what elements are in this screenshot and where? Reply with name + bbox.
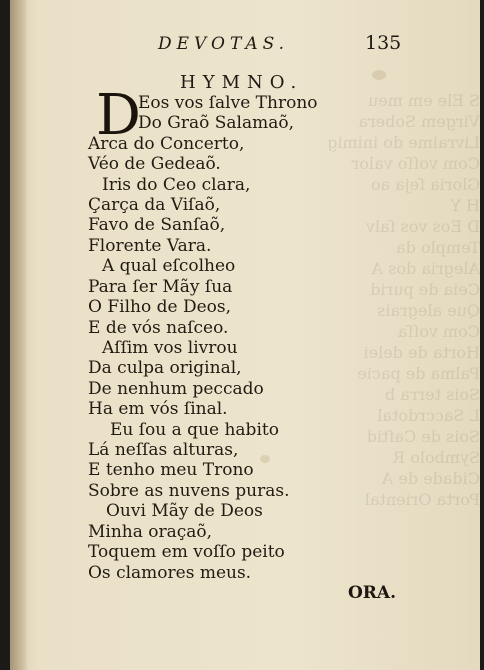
page-number: 135	[365, 32, 402, 54]
verse-line: Çarça da Viſaõ,	[88, 195, 221, 215]
verse-line: Da culpa original,	[88, 358, 242, 378]
verse-line: Ouvi Mãy de Deos	[106, 501, 263, 521]
verse-line: Favo de Sanſaõ,	[88, 215, 226, 235]
hymn-title: HYMNO.	[180, 72, 304, 93]
show-through-text: S Ele em meu Virgem Sobera Livraime do inimig Com voſſo valor Gloria ſeja ao H Y D Eos vos ſalv Templo da Alegria dos A Ceia de purid Que alegrais Com voſſa Horta de delei Palma de pacie Sois terra b L Saccrdotal Sois de Caſtid Symbolo R Cidade de A Porta Oriental	[327, 91, 480, 509]
verse-line: Eu ſou a que habito	[110, 420, 279, 440]
verse-line: Toquem em voſſo peito	[88, 542, 285, 562]
verse-line: Iris do Ceo clara,	[102, 175, 251, 195]
book-page	[10, 0, 480, 670]
verse-line: Minha oraçaõ,	[88, 522, 213, 542]
verse-line: Florente Vara.	[88, 236, 212, 256]
verse-line: E de vós naſceo.	[88, 318, 229, 338]
verse-line: Sobre as nuvens puras.	[88, 481, 290, 501]
paper-stain	[260, 455, 270, 463]
verse-line: O Filho de Deos,	[88, 297, 231, 317]
paper-stain	[372, 70, 386, 80]
verse-line: Eos vos ſalve Throno	[138, 93, 318, 113]
verse-line: Ha em vós ſinal.	[88, 399, 228, 419]
verse-line: Aſſim vos livrou	[102, 338, 238, 358]
running-head: DEVOTAS.	[158, 34, 290, 54]
verse-line: Arca do Concerto,	[88, 134, 245, 154]
verse-line: E tenho meu Trono	[88, 460, 254, 480]
verse-line: Para ſer Mãy ſua	[88, 277, 233, 297]
verse-line: Do Graõ Salamaõ,	[138, 113, 294, 133]
page-gutter	[10, 0, 28, 670]
verse-line: Os clamores meus.	[88, 563, 252, 583]
verse-line: A qual eſcolheo	[102, 256, 236, 276]
verse-line: Lá neſſas alturas,	[88, 440, 239, 460]
verse-line: Véo de Gedeaõ.	[88, 154, 221, 174]
drop-capital: D	[96, 83, 141, 148]
verse-line: De nenhum peccado	[88, 379, 264, 399]
catchword: ORA.	[348, 583, 397, 603]
